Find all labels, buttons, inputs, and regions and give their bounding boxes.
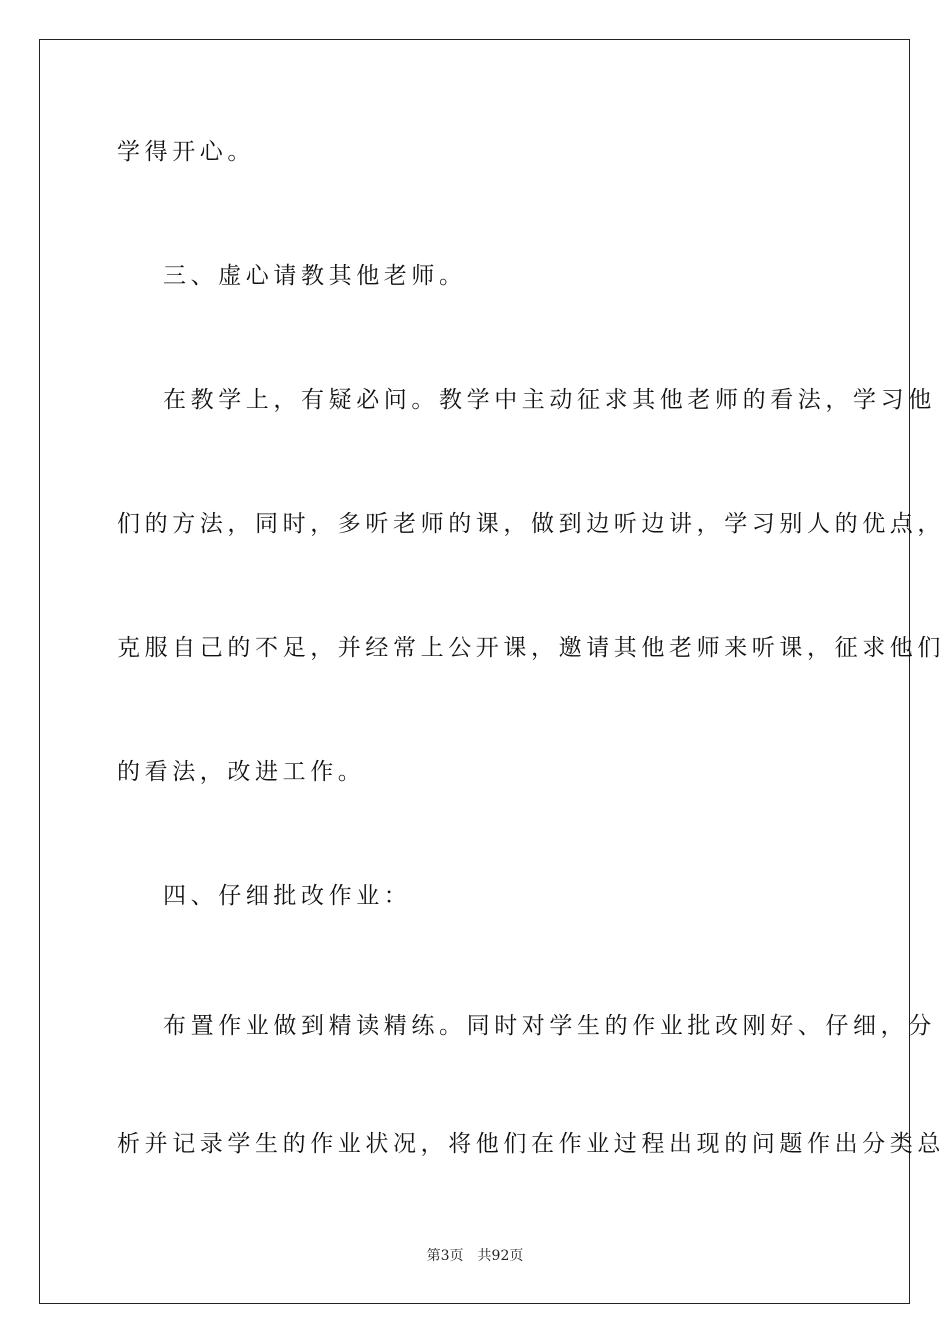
text-line: 克服自己的不足，并经常上公开课，邀请其他老师来听课，征求他们 bbox=[117, 635, 945, 661]
page-border bbox=[39, 39, 945, 1304]
text-line: 在教学上，有疑必问。教学中主动征求其他老师的看法，学习他 bbox=[163, 387, 936, 413]
text-line: 的看法，改进工作。 bbox=[117, 759, 366, 785]
page-number: 第3页 bbox=[426, 1248, 464, 1264]
page-footer bbox=[0, 1247, 950, 1265]
text-line: 布置作业做到精读精练。同时对学生的作业批改刚好、仔细，分 bbox=[163, 1013, 936, 1039]
text-line: 析并记录学生的作业状况，将他们在作业过程出现的问题作出分类总 bbox=[117, 1131, 945, 1157]
page-total: 共92页 bbox=[477, 1248, 524, 1264]
text-line: 们的方法，同时，多听老师的课，做到边听边讲，学习别人的优点， bbox=[117, 511, 945, 537]
section-heading: 三、虚心请教其他老师。 bbox=[163, 263, 467, 289]
text-line: 学得开心。 bbox=[117, 139, 255, 165]
section-heading: 四、仔细批改作业： bbox=[163, 883, 412, 909]
